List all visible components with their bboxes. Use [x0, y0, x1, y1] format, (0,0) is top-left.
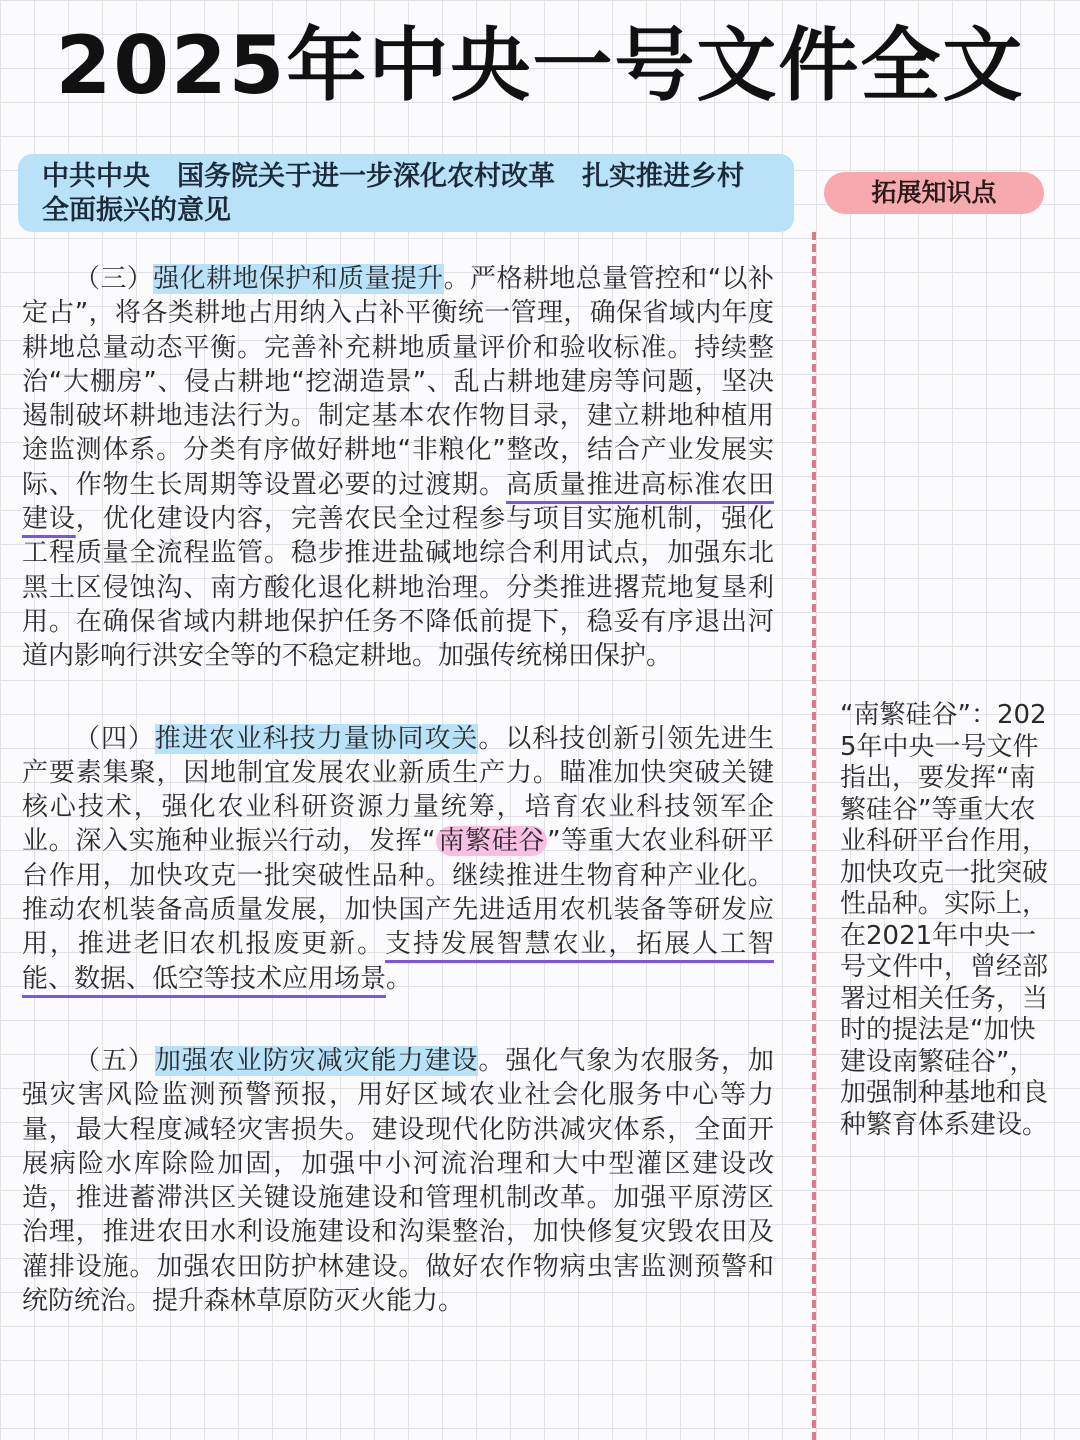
- section-prefix: （四）: [74, 723, 155, 754]
- document-body: [22, 262, 774, 1318]
- paragraph-text: ”等重大农业科研平台作用，加快攻克一批突破性品种。继续推进生物育种产业化。推动农机装备高质量发展，加快国产先进适用农机装备等研发应用，推进老旧农机报废更新。: [22, 826, 774, 960]
- paragraph-text: ，优化建设内容，完善农民全过程参与项目实施机制，强化工程质量全流程监管。稳步推进盐碱地综合利用试点，加强东北黑土区侵蚀沟、南方酸化退化耕地治理。分类推进撂荒地复垦利用。在确保省域内耕地保护任务不降低前提下，稳妥有序退出河道内影响行洪安全等的不稳定耕地。加强传统梯田保护。: [22, 504, 774, 672]
- underlined-key-phrase: 高质量推进高标准农田建设: [22, 469, 774, 535]
- section-heading-highlight: 强化耕地保护和质量提升: [153, 264, 444, 294]
- paragraph-text: 。强化气象为农服务，加强灾害风险监测预警预报，用好区域农业社会化服务中心等力量，最大程度减轻灾害损失。建设现代化防洪减灾体系，全面开展病险水库除险加固，加强中小河流治理和大中型灌区建设改造，推进蓄滞洪区关键设施建设和管理机制改革。加强平原涝区治理，推进农田水利设施建设和沟渠整治，加快修复灾毁农田及灌排设施。加强农田防护林建设。做好农作物病虫害监测预警和统防统治。提升森林草原防灭火能力。: [22, 1045, 774, 1317]
- column-divider: [812, 232, 816, 1440]
- section-heading-highlight: 加强农业防灾减灾能力建设: [154, 1045, 479, 1076]
- section-five-paragraph: [22, 1044, 774, 1318]
- section-heading-highlight: 推进农业科技力量协同攻关: [154, 723, 479, 754]
- page-title: 2025年中央一号文件全文: [55, 19, 1025, 112]
- paragraph-text: 。以科技创新引领先进生产要素集聚，因地制宜发展农业新质生产力。瞄准加快突破关键核心技术，强化农业科研资源力量统筹，培育农业科技领军企业。深入实施种业振兴行动，发挥“: [22, 723, 774, 857]
- section-prefix: （三）: [74, 264, 154, 294]
- section-four-paragraph: [22, 722, 774, 996]
- underlined-key-phrase: 支持发展智慧农业，拓展人工智能、数据、低空等技术应用场景: [22, 929, 774, 994]
- extended-knowledge-badge: 拓展知识点: [824, 172, 1044, 214]
- paragraph-text: 。: [386, 963, 413, 994]
- document-heading: 中共中央 国务院关于进一步深化农村改革 扎实推进乡村全面振兴的意见: [18, 154, 794, 232]
- section-three-paragraph: [22, 262, 774, 674]
- highlighted-term: 南繁硅谷: [437, 826, 546, 857]
- section-prefix: （五）: [74, 1045, 155, 1076]
- paragraph-text: 。严格耕地总量管控和“以补定占”，将各类耕地占用纳入占补平衡统一管理，确保省域内年度耕地总量动态平衡。完善补充耕地质量评价和验收标准。持续整治“大棚房”、侵占耕地“挖湖造景”、乱占耕地建房等问题，坚决遏制破坏耕地违法行为。制定基本农作物目录，建立耕地种植用途监测体系。分类有序做好耕地“非粮化”整改，结合产业发展实际、作物生长周期等设置必要的过渡期。: [22, 264, 774, 500]
- knowledge-note: “南繁硅谷”：2025年中央一号文件指出，要发挥“南繁硅谷”等重大农业科研平台作用，加快攻克一批突破性品种。实际上，在2021年中央一号文件中，曾经部署过相关任务，当时的提法是“加快建设南繁硅谷”，加强制种基地和良种繁育体系建设。: [840, 700, 1049, 1140]
